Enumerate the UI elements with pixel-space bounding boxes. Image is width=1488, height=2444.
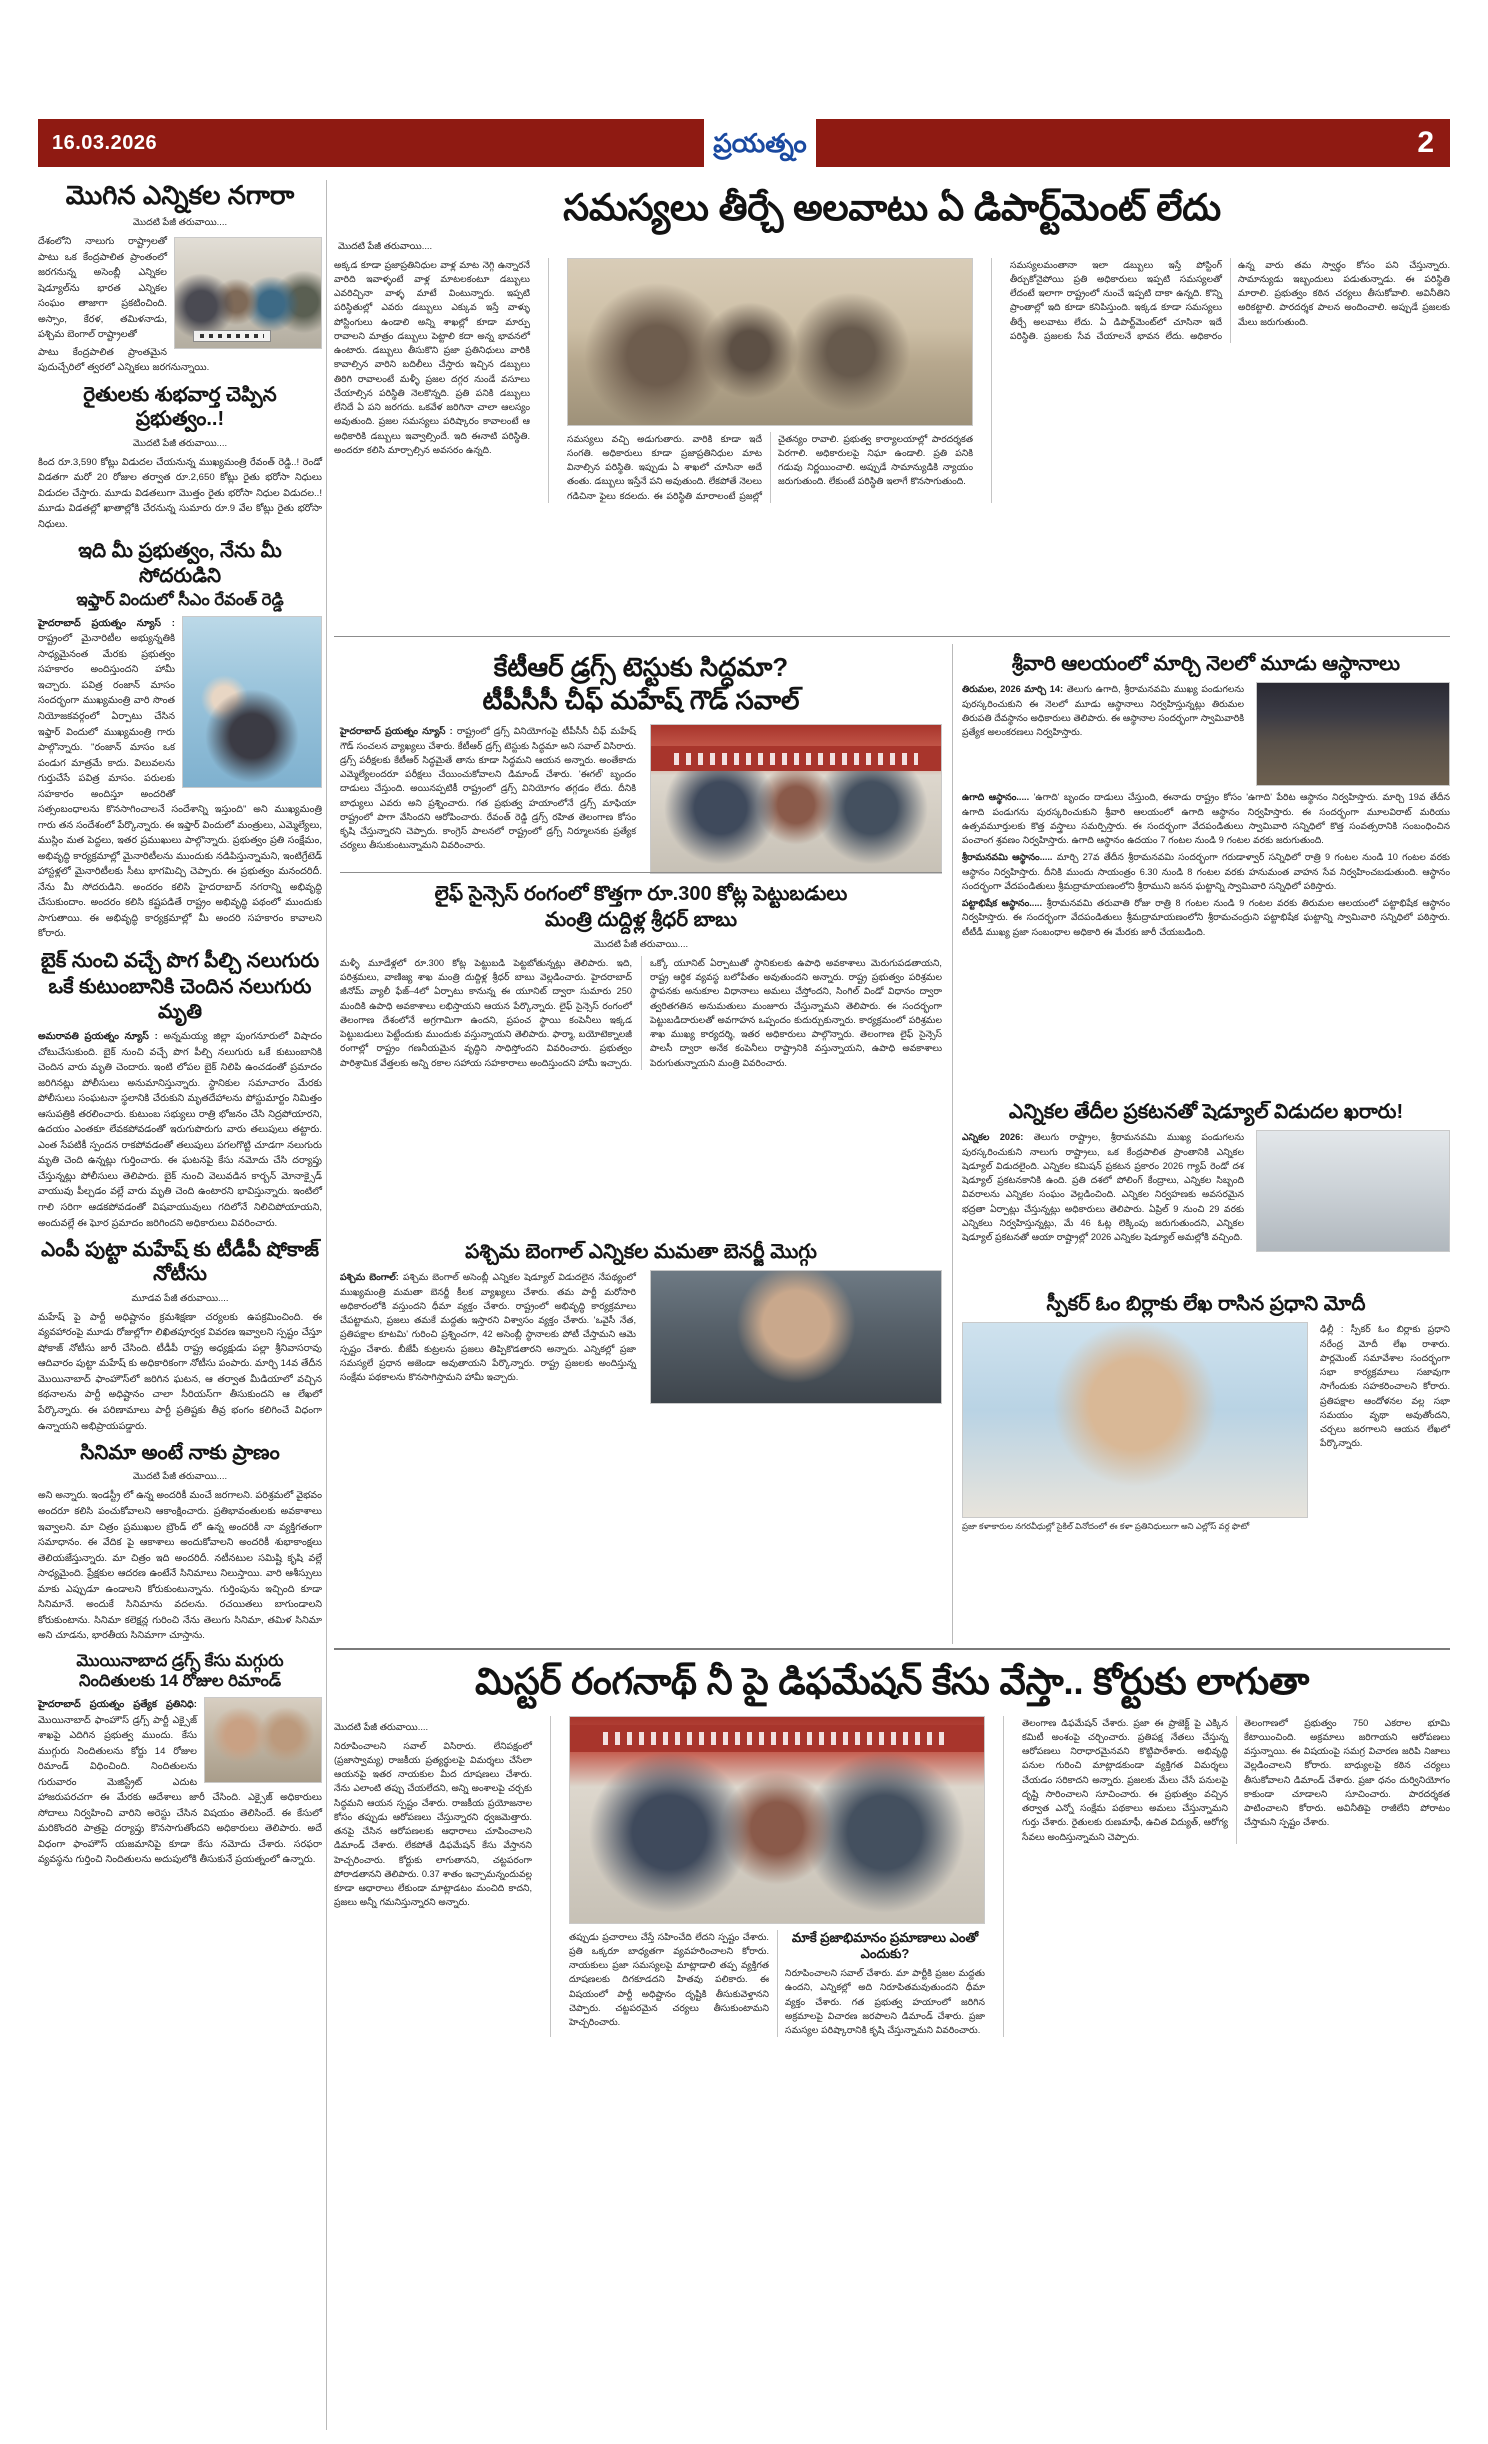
article-bike-smoke <box>38 949 322 1231</box>
lead-col-2 <box>567 258 973 503</box>
headline-cinema-life: సినిమా అంటే నాకు ప్రాణం <box>80 1442 280 1465</box>
ktr-text-col <box>340 724 636 874</box>
body-election-nagara-2: పాటు కేంద్రపాలిత ప్రాంతమైన పుదుచ్చేరిలో త్వరలో ఎన్నికలు జరగనున్నాయి. <box>38 346 210 374</box>
body-tirumala-pattabhi <box>962 896 1450 939</box>
dateline-bengal-mamata: పశ్చిమ బెంగాల్: <box>340 1272 399 1283</box>
dateline-cm-iftar: హైదరాబాద్ ప్రయత్నం న్యూస్ : <box>38 617 175 629</box>
body-text-ktr-drugs: రాష్ట్రంలో డ్రగ్స్ వినియోగంపై టీపీసీసీ చీఫ్ మహేష్ గౌడ్ సంచలన వ్యాఖ్యలు చేశారు. కేటీఆర్ డ్రగ్స్ టెస్టుకు సిద్ధమా అని సవాల్ విసిరారు. డ్రగ్స్ పరీక్షలకు కేటీఆర్ సిద్ధమైతే తాను కూడా సిద్ధమని ఆయన అన్నారు. అంతేకాదు ఎమ్మెల్యేలందరూ పరీక్షలు చేయించుకోవాలని డిమాండ్ చేశారు. 'ఈగల్' బృందం దాడులు చేస్తుంది. అయినప్పటికీ రాష్ట్రంలో డ్రగ్స్ వినియోగం తగ్గడం లేదు. దీనికి బాధ్యులు ఎవరు అని ప్రశ్నించారు. గత ప్రభుత్వ హయాంలోనే డ్రగ్స్ మాఫియా రాష్ట్రంలో పాగా వేసిందని ఆరోపించారు. రేవంత్ రెడ్డి డ్రగ్స్ రహిత తెలంగాణ కోసం కృషి చేస్తున్నారని చెప్పారు. కాంగ్రెస్ పాలనలో రాష్ట్రంలో డ్రగ్స్ నిర్మూలనకు ప్రత్యేక చర్యలు తీసుకుంటున్నామని వివరించారు. <box>340 726 636 851</box>
body-text-bike-smoke: అన్నమయ్య జిల్లా పుంగనూరులో విషాదం చోటుచేసుకుంది. బైక్ నుంచి వచ్చే పొగ పీల్చి నలుగురు ఒకే కుటుంబానికి చెందిన వారు మృతి చెందారు. ఇంటి లోపల బైక్ నిలిపి ఉంచడంతో ప్రమాదం జరిగినట్లు పోలీసులు అనుమానిస్తున్నారు. స్థానికుల సమాచారం మేరకు పోలీసులు సంఘటనా స్థలానికి చేరుకుని మృతదేహాలను పోస్టుమార్టం నిమిత్తం ఆసుపత్రికి తరలించారు. కుటుంబ సభ్యులు రాత్రి భోజనం చేసి నిద్రపోయారని, ఉదయం ఎంతకూ లేవకపోవడంతో ఇరుగుపొరుగు వారు తలుపులు తట్టారు. ఎంత సేపటికీ స్పందన రాకపోవడంతో తలుపులు పగలగొట్టి చూడగా నలుగురు మృతి చెంది ఉన్నట్లు గుర్తించారు. ఈ ఘటనపై కేసు నమోదు చేసి దర్యాప్తు చేస్తున్నట్లు పోలీసులు తెలిపారు. బైక్ నుంచి వెలువడిన కార్బన్ మోనాక్సైడ్ వాయువు పీల్చడం వల్లే వారు మృతి చెంది ఉంటారని భావిస్తున్నారు. ఇంటిలో గాలి సరిగా ఆడకపోవడంతో విషవాయువులు గదిలోనే నిలిచిపోయాయని, అందువల్లే ఈ ఘోర ప్రమాదం జరిగిందని అధికారులు వివరించారు. <box>38 1031 323 1229</box>
headline-modi-letter: స్పీకర్ ఓం బిర్లాకు లేఖ రాసిన ప్రధాని మోదీ <box>1046 1293 1366 1315</box>
body-text-election-schedule: తెలుగు రాష్ట్రాల, శ్రీరామనవమి ముఖ్య పండుగలను పురస్కరించుకుని నాలుగు రాష్ట్రాలు, ఒక కేంద్రపాలిత ప్రాంతానికి ఎన్నికల షెడ్యూల్ విడుదలైంది. ఎన్నికల కమిషన్ ప్రకటన ప్రకారం 2026 గ్యాప్ రెండో దశ షెడ్యూల్ ప్రకటనకానికి ఉంది. ప్రతి దశలో పోలింగ్ కేంద్రాలు, ఎన్నికల సిబ్బంది వివరాలను ఎన్నికల సంఘం వెల్లడించింది. ఎన్నికల నిర్వహణకు అవసరమైన భద్రతా ఏర్పాట్లు చేస్తున్నట్లు అధికారులు తెలిపారు. ఏప్రిల్ 9 నుంచి 29 వరకు ఎన్నికలు నిర్వహిస్తున్నట్లు, మే 46 ఓట్ల లెక్కింపు జరుగుతుందని, ఎన్నికల షెడ్యూల్ ప్రకటనతో ఆయా రాష్ట్రాల్లో 2026 ఎన్నికల షెడ్యూల్ అమల్లోకి వచ్చింది. <box>962 1132 1245 1243</box>
article-election-nagara <box>38 180 322 376</box>
headline-bottom-story: మిస్టర్ రంగనాథ్ నీ పై డిఫమేషన్ కేసు వేస్తా.. కోర్టుకు లాగుతా <box>474 1661 1310 1702</box>
continuation-note-1: మొదటి పేజీ తరువాయి.... <box>132 216 228 228</box>
left-column <box>38 180 322 1875</box>
body-tirumala-rama <box>962 850 1450 893</box>
body-bottom-col2: తప్పుడు ప్రచారాలు చేస్తే సహించేది లేదని స్పష్టం చేశారు. ప్రతి ఒక్కరూ బాధ్యతగా వ్యవహరించాలని కోరారు. నాయకులు ప్రజా సమస్యలపై మాట్లాడాలి తప్ప వ్యక్తిగత దూషణలకు దిగకూడదని హితవు పలికారు. ఈ విషయంలో పార్టీ అధిష్టానం దృష్టికి తీసుకువెళ్తానని చెప్పారు. చట్టపరమైన చర్యలు తీసుకుంటామని హెచ్చరించారు. <box>569 1931 769 2028</box>
body-farmers-news: కింద రూ.3,590 కోట్లు విడుదల చేయనున్న ముఖ్యమంత్రి రేవంత్ రెడ్డి..! రెండో విడతగా మరో 20 రోజుల తర్వాత రూ.2,650 కోట్లు రైతు భరోసా నిధులు విడుదల చేస్తారు. మూడు విడతలుగా మొత్తం రైతు భరోసా నిధుల విడుదల..! మూడు విడతల్లో ఖాతాల్లోకి చేరనున్న సుమారు రూ.9 వేల కోట్లు రైతు భరోసా నిధులు. <box>38 456 322 530</box>
tirumala-photo-col <box>1256 682 1450 786</box>
ktr-photo-col <box>650 724 942 874</box>
lead-story-section <box>334 186 1450 616</box>
dateline-election-schedule: ఎన్నికల 2026: <box>962 1132 1024 1143</box>
dateline-ktr-drugs: హైదరాబాద్ ప్రయత్నం న్యూస్ : <box>340 726 453 737</box>
body-election-schedule <box>962 1130 1244 1244</box>
body-bottom-col3: తెలంగాణ డిఫమేషన్ చేశారు. ప్రజా ఈ ప్రాజెక్ట్ పై ఎక్కిన కమిటీ అంశంపై చర్చించారు. ప్రతిపక్ష నేతలు చేస్తున్న ఆరోపణలు నిరాధారమైనవని కొట్టిపారేశారు. అభివృద్ధి పనుల గురించి మాట్లాడకుండా వ్యక్తిగత విమర్శలు చేయడం సరికాదని అన్నారు. ప్రజలకు మేలు చేసే పనులపై దృష్టి సారించాలని సూచించారు. ఈ ప్రభుత్వం వచ్చిన తర్వాత ఎన్నో సంక్షేమ పథకాలు అమలు చేస్తున్నామని గుర్తు చేశారు. రైతులకు రుణమాఫీ, ఉచిత విద్యుత్, ఆరోగ్య సేవలు అందిస్తున్నామని చెప్పారు. <box>1022 1717 1228 1842</box>
modi-text-col <box>1320 1322 1450 1518</box>
article-ktr-drugs <box>340 652 942 874</box>
article-cinema-life <box>38 1441 322 1644</box>
body-text-rama: మార్చి 27వ తేదీన శ్రీరామనవమి సందర్భంగా గరుడాళ్వార్ సన్నిధిలో రాత్రి 9 గంటల నుండి 10 గంటల వరకు ఆస్థానం నిర్వహిస్తారు. దీనికి ముందు సాయంత్రం 6.30 నుండి 8 గంటల వరకు హనుమంత వాహన సేవ నిర్వహించబడుతుంది. ఆస్థానం సందర్భంగా వేదపండితులు శ్రీమద్రామాయణంలోని శ్రీరాముని జనన ఘట్టాన్ని స్వామివారి సన్నిధిలో పఠిస్తారు. <box>962 852 1450 891</box>
lead-col-3 <box>1010 258 1450 503</box>
body-bengal-mamata <box>340 1270 636 1384</box>
headline-bengal-mamata: పశ్చిమ బెంగాల్ ఎన్నికల మమతా బెనర్జీ మొగ్గు <box>465 1241 817 1263</box>
rule-above-bottom-story <box>334 1648 1450 1650</box>
article-cm-iftar <box>38 539 322 942</box>
body-tirumala-ugadi <box>962 790 1450 847</box>
article-farmers-news <box>38 383 322 532</box>
continuation-note-4: మొదటి పేజీ తరువాయి.... <box>132 1470 228 1482</box>
body-tirumala-intro <box>962 682 1244 739</box>
headline-farmers-news: రైతులకు శుభవార్త చెప్పిన ప్రభుత్వం..! <box>83 383 277 431</box>
bottom-divider-2 <box>1003 1716 1004 2038</box>
publication-date: 16.03.2026 <box>52 131 158 154</box>
photo-evm-machine <box>1256 1130 1450 1252</box>
body-modi-letter: ఢిల్లీ : స్పీకర్ ఓం బిర్లాకు ప్రధాని నరేంద్ర మోదీ లేఖ రాశారు. పార్లమెంట్ సమావేశాల సందర్భంగా సభా కార్యక్రమాలు సజావుగా సాగేందుకు సహకరించాలని కోరారు. ప్రతిపక్షాల ఆందోళనల వల్ల సభా సమయం వృథా అవుతోందని, చర్చలు జరగాలని ఆయన లేఖలో పేర్కొన్నారు. <box>1320 1324 1450 1449</box>
body-text-pattabhi: శ్రీరామనవమి తరువాతి రోజు రాత్రి 8 గంటల నుండి 9 గంటల వరకు తిరుమల ఆలయంలో పట్టాభిషేక ఆస్థానం నిర్వహిస్తారు. ఈ సందర్భంగా వేదపండితులు శ్రీమద్రామాయణంలోని శ్రీరామచంద్రుని పట్టాభిషేక ఘట్టాన్ని స్వామివారి సన్నిధిలో పఠిస్తారు. టీటీడీ ముఖ్య ప్రజా సంబంధాల అధికారి ఈ మేరకు జారీ చేయబడింది. <box>962 898 1450 937</box>
bottom-col-1 <box>334 1716 532 2038</box>
dateline-drugs-remand: హైదరాబాద్ ప్రయత్నం ప్రత్యేక ప్రతినిధి: <box>38 1699 197 1711</box>
body-tdp-showcause: మహేష్ పై పార్టీ అధిష్టానం క్రమశిక్షణా చర్యలకు ఉపక్రమించింది. ఈ వ్యవహారంపై మూడు రోజుల్లోగా లిఖితపూర్వక వివరణ ఇవ్వాలని స్పష్టం చేస్తూ షోకాజ్ నోటీసు జారీ చేసింది. టీడీపీ రాష్ట్ర అధ్యక్షుడు పల్లా శ్రీనివాసరావు ఆదివారం పుట్టా మహేష్ కు అధికారికంగా నోటీసు పంపారు. మార్చి 14వ తేదీన మొయినాబాద్ ఫాంహౌస్‌లో జరిగిన ఘటన, ఆ తర్వాత మీడియాలో వచ్చిన కథనాలను పార్టీ అధిష్టానం చాలా సీరియస్‌గా తీసుకుందని ఆ లేఖలో పేర్కొన్నారు. ఈ పరిణామాలు పార్టీ ప్రతిష్టకు తీవ్ర భంగం కలిగించే విధంగా ఉన్నాయని అభిప్రాయపడ్డారు. <box>38 1311 322 1432</box>
body-text-bengal-mamata: పశ్చిమ బెంగాల్ అసెంబ్లీ ఎన్నికల షెడ్యూల్ విడుదలైన నేపథ్యంలో ముఖ్యమంత్రి మమతా బెనర్జీ కీలక వ్యాఖ్యలు చేశారు. తమ పార్టీ మరోసారి అధికారంలోకి వస్తుందని ధీమా వ్యక్తం చేశారు. రాష్ట్రంలో అభివృద్ధి కార్యక్రమాలు చేపట్టామని, ప్రజలు తమకే మద్దతు ఇస్తారని విశ్వాసం వ్యక్తం చేశారు. 'ఒవైసీ నేత, ప్రతిపక్షాల కూటమి' గురించి ప్రశ్నించగా, 42 అసెంబ్లీ స్థానాలకు పోటీ చేస్తామని ఆమె స్పష్టం చేశారు. బీజేపీ కుట్రలను ప్రజలు తిప్పికొడతారని అన్నారు. ఎన్నికల్లో ప్రజా సమస్యలే ప్రధాన అజెండా అవుతాయని పేర్కొన్నారు. రాష్ట్ర ప్రజలకు అందిస్తున్న సంక్షేమ పథకాలను కొనసాగిస్తామని హామీ ఇచ్చారు. <box>340 1272 636 1383</box>
mamata-text-col <box>340 1270 636 1404</box>
schedule-photo-col <box>1256 1130 1450 1252</box>
headline-election-schedule: ఎన్నికల తేదీల ప్రకటనతో షెడ్యూల్ విడుదల ఖరారు! <box>1008 1101 1404 1123</box>
lead-col-1 <box>334 258 530 503</box>
headline-drugs-remand: మొయినాబాద డ్రగ్స్ కేసు మగ్గురు నిందితులకు 14 రోజుల రిమాండ్ <box>76 1651 284 1691</box>
continuation-note-bottom: మొదటి పేజీ తరువాయి.... <box>334 1720 429 1732</box>
tirumala-text-col <box>962 682 1244 786</box>
label-ramanavami-asthanam: శ్రీరామనవమి ఆస్థానం..... <box>962 852 1053 863</box>
body-text-drugs-remand: మొయినాబాద్ ఫాంహౌస్ డ్రగ్స్ పార్టీ ఎక్సైజ్ శాఖపై ఎదిగిన ప్రభుత్వ ముందు. కేసు ముగ్గురు నిందితులను కోర్టు 14 రోజుల రిమాండ్ విధించింది. నిందితులను గురువారం మెజిస్ట్రేట్ ఎదుట హాజరుపరచగా ఈ మేరకు ఆదేశాలు జారీ చేసింది. ఎక్సైజ్ అధికారులు సోదాలు నిర్వహించి వారిని అరెస్టు చేసిన విషయం తెలిసిందే. ఈ కేసులో మరికొందరి పాత్రపై దర్యాప్తు కొనసాగుతోందని అధికారులు తెలిపారు. అదే విధంగా ఫాంహౌస్ యజమానిపై కూడా కేసు నమోదు చేశారు. సరఫరా వ్యవస్థను గుర్తించి నిందితులను అదుపులోకి తీసుకునే ప్రయత్నంలో ఉన్నారు. <box>38 1714 322 1866</box>
dateline-tirumala: తిరుమల, 2026 మార్చి 14: <box>962 684 1063 695</box>
body-bottom-col3b: తెలంగాణలో ప్రభుత్వం 750 ఎకరాల భూమి కేటాయించింది. అక్రమాలు జరిగాయని ఆరోపణలు వస్తున్నాయి. ఈ విషయంపై సమగ్ర విచారణ జరిపి నిజాలు వెల్లడించాలని కోరారు. బాధ్యులపై కఠిన చర్యలు తీసుకోవాలని డిమాండ్ చేశారు. ప్రజా ధనం దుర్వినియోగం కాకుండా చూడాలని సూచించారు. పారదర్శకత పాటించాలని కోరారు. అవినీతిపై రాజీలేని పోరాటం చేస్తామని స్పష్టం చేశారు. <box>1244 1717 1450 1828</box>
body-lead-col3: సమస్యలమంతానా ఇలా డబ్బులు ఇస్తే పోస్టింగ్ తీర్చుకోనైపోయి ప్రతి అధికారులు ఇప్పటి సమస్యలతో లేదంటే ఇలాగా రాష్ట్రంలో నుంచే ఇప్పటి దాకా ఉన్నది. కొన్ని ప్రాంతాల్లో ఇది కూడా కనిపిస్తుంది. ఇక్కడ కూడా సమస్యలు తీర్చే అలవాటు లేదు. ఏ డిపార్ట్‌మెంట్‌లో చూసినా ఇదే పరిస్థితి. ప్రజలకు సేవ చేయాలనే భావన లేదు. అధికారం ఉన్న వారు తమ స్వార్థం కోసం పని చేస్తున్నారు. సామాన్యుడు ఇబ్బందులు పడుతున్నాడు. ఈ పరిస్థితి మారాలి. ప్రభుత్వం కఠిన చర్యలు తీసుకోవాలి. అవినీతిని అరికట్టాలి. పారదర్శక పాలన అందించాలి. అప్పుడే ప్రజలకు మేలు జరుగుతుంది. <box>1010 259 1450 341</box>
modi-photo-col <box>962 1322 1308 1518</box>
subhead-life-sciences: మంత్రి దుద్దిళ్ల శ్రీధర్ బాబు <box>544 909 737 932</box>
continuation-note-2: మొదటి పేజీ తరువాయి.... <box>132 436 228 448</box>
bottom-col-3 <box>1022 1716 1450 2038</box>
subhead-bottom-col2: మాకే ప్రజాభిమానం ప్రమాణాలు ఎంతో ఎందుకు? <box>791 1929 979 1961</box>
article-modi-letter <box>962 1292 1450 1533</box>
body-bottom-col1: నిరూపించాలని సవాల్ విసిరారు. లేనిపక్షంలో (ప్రజాస్వామ్య) రాజకీయ ప్రత్యర్థులపై విమర్శలు చేసేలా ఆయనపై ఇతర నాయకుల మీద దూషణలు చేశారు. నేను ఎలాంటి తప్పు చేయలేదని, అన్ని అంశాలపై చర్చకు సిద్ధమని ఆయన స్పష్టం చేశారు. రాజకీయ ప్రయోజనాల కోసం తప్పుడు ఆరోపణలు చేస్తున్నారని ధ్వజమెత్తారు. తనపై చేసిన ఆరోపణలకు ఆధారాలు చూపించాలని డిమాండ్ చేశారు. లేకపోతే డిఫమేషన్ కేసు వేస్తానని హెచ్చరించారు. కోర్టుకు లాగుతానని, చట్టపరంగా పోరాడతానని తెలిపారు. 0.37 శాతం ఇచ్చామన్నందువల్ల కూడా ఆధారాలు లేకుండా మాట్లాడటం మంచిది కాదని, ప్రజలు అన్నీ గమనిస్తున్నారని అన్నారు. <box>334 1740 532 1908</box>
photo-mamata-banerjee <box>650 1270 942 1404</box>
body-ktr-drugs <box>340 724 636 852</box>
body-bottom-col2b: నిరూపించాలని సవాల్ చేశారు. మా పార్టీకి ప్రజల మద్దతు ఉందని, ఎన్నికల్లో అది నిరూపితమవుతుందని ధీమా వ్యక్తం చేశారు. గత ప్రభుత్వ హయాంలో జరిగిన అక్రమాలపై విచారణ జరపాలని డిమాండ్ చేశారు. ప్రజా సమస్యల పరిష్కారానికి కృషి చేస్తున్నామని వివరించారు. <box>785 1968 985 2036</box>
article-drugs-remand <box>38 1651 322 1868</box>
headline-bike-smoke: బైక్ నుంచి వచ్చే పొగ పీల్చి నలుగురు <box>40 949 320 972</box>
headline-ktr-drugs-2: టీపీసీసీ చీఫ్ మహేష్ గౌడ్ సవాల్ <box>482 685 800 716</box>
photo-election-commission <box>174 237 322 349</box>
lead-divider-1 <box>548 258 549 503</box>
photo-drugs-raid <box>204 1697 322 1783</box>
article-tirumala-temple <box>962 652 1450 939</box>
dateline-bike-smoke: అమరావతి ప్రయత్నం న్యూస్ : <box>38 1031 158 1043</box>
body-text-tirumala: తెలుగు ఉగాది, శ్రీరామనవమి ముఖ్య పండుగలను పురస్కరించుకుని ఈ నెలలో మూడు ఆస్థానాలు నిర్వహిస్తున్నట్లు తిరుమల తిరుపతి దేవస్థానం అధికారులు తెలిపారు. ఈ ఆస్థానాల సందర్భంగా స్వామివారికి ప్రత్యేక అలంకరణలు నిర్వహిస్తారు. <box>962 684 1244 738</box>
bottom-col-2 <box>569 1716 985 2038</box>
headline-cm-iftar: ఇది మీ ప్రభుత్వం, నేను మీ సోదరుడిని <box>78 540 282 587</box>
photo-officials-meeting <box>567 258 973 426</box>
headline-tdp-showcause: ఎంపీ పుట్టా మహేష్ కు టీడీపీ షోకాజ్ నోటీసు <box>41 1239 319 1286</box>
article-election-schedule <box>962 1100 1450 1252</box>
label-pattabhisheka-asthanam: పట్టాభిషేక ఆస్థానం..... <box>962 898 1043 909</box>
article-tdp-showcause <box>38 1238 322 1434</box>
photo-cm-revanth-iftar <box>182 616 322 788</box>
body-life-sciences: మళ్ళీ మూడేళ్లలో రూ.300 కోట్ల పెట్టుబడి పెట్టబోతున్నట్లు తెలిపారు. ఇది, పరిశ్రమలు, వాణిజ్య శాఖ మంత్రి దుద్దిళ్ల శ్రీధర్ బాబు వెల్లడించారు. హైదరాబాద్ జీనోమ్ వ్యాలీ ఫేజ్–4లో ఏర్పాటు కానున్న ఈ యూనిట్ ద్వారా సుమారు 250 మందికి ఉపాధి అవకాశాలు లభిస్తాయని ఆయన పేర్కొన్నారు. లైఫ్ సైన్సెస్ రంగంలో తెలంగాణ దేశంలోనే అగ్రగామిగా ఉందని, ప్రపంచ స్థాయి కంపెనీలు ఇక్కడ పెట్టుబడులు పెట్టేందుకు ముందుకు వస్తున్నాయని తెలిపారు. ఫార్మా, బయోటెక్నాలజీ రంగాల్లో రాష్ట్రం గణనీయమైన వృద్ధిని సాధిస్తోందని వివరించారు. ప్రభుత్వం పారిశ్రామిక వేత్తలకు అన్ని రకాల సహాయ సహకారాలు అందిస్తుందని హామీ ఇచ్చారు. ఒక్కో యూనిట్ ఏర్పాటుతో స్థానికులకు ఉపాధి అవకాశాలు మెరుగుపడతాయని, రాష్ట్ర ఆర్థిక వ్యవస్థ బలోపేతం అవుతుందని అన్నారు. రాష్ట్ర ప్రభుత్వం పరిశ్రమల స్థాపనకు అనుకూల విధానాలు అమలు చేస్తోందని, సింగిల్ విండో విధానం ద్వారా త్వరితగతిన అనుమతులు మంజూరు చేస్తున్నామని తెలిపారు. ఈ సందర్భంగా పెట్టుబడిదారులతో అవగాహన ఒప్పందం కుదుర్చుకున్నారు. కార్యక్రమంలో పరిశ్రమల శాఖ ముఖ్య కార్యదర్శి, ఇతర అధికారులు పాల్గొన్నారు. తెలంగాణ లైఫ్ సైన్సెస్ పాలసీ ద్వారా అనేక కంపెనీలు రాష్ట్రానికి వస్తున్నాయని, ఉపాధి అవకాశాలు పెరుగుతున్నాయని మంత్రి వివరించారు. <box>340 957 942 1068</box>
label-ugadi-asthanam: ఉగాది ఆస్థానం..... <box>962 792 1030 803</box>
article-life-sciences <box>340 882 942 1070</box>
photo-mahesh-goud-press <box>650 724 942 874</box>
body-lead-col2: సమస్యలు వచ్చి అడుగుతారు. వారికి కూడా ఇదే సంగతి. అధికారులు కూడా ప్రజాప్రతినిధుల మాట వినాల్సిన పరిస్థితి. ఇప్పుడు ఏ శాఖలో చూసినా అదే తంతు. డబ్బులు ఇస్తేనే పని అవుతుంది. లేకపోతే నెలలు గడిచినా ఫైలు కదలదు. ఈ పరిస్థితి మారాలంటే ప్రజల్లో చైతన్యం రావాలి. ప్రభుత్వ కార్యాలయాల్లో పారదర్శకత పెరగాలి. అధికారులపై నిఘా ఉండాలి. ప్రతి పనికి గడువు నిర్ణయించాలి. అప్పుడే సామాన్యుడికి న్యాయం జరుగుతుంది. లేకుంటే పరిస్థితి ఇలాగే కొనసాగుతుంది. <box>567 433 973 501</box>
lead-divider-2 <box>991 258 992 503</box>
body-text-cm-iftar: రాష్ట్రంలో మైనారిటీల అభ్యున్నతికి సాధ్యమైనంత మేరకు ప్రభుత్వం సహకారం అందిస్తుందని హామీ ఇచ్చారు. పవిత్ర రంజాన్ మాసం సందర్భంగా ముఖ్యమంత్రి వారి సొంత నియోజకవర్గంలో ఏర్పాటు చేసిన ఇఫ్తార్ విందులో ముఖ్యమంత్రి గారు పాల్గొన్నారు. "రంజాన్ మాసం ఒక పండుగ మాత్రమే కాదు. విలువలను గుర్తుచేసే పవిత్ర మాసం. పరులకు సహకారం అందిస్తూ అందరితో సత్సంబంధాలను కొనసాగించాలనే సందేశాన్ని ఇస్తుంది" అని ముఖ్యమంత్రి గారు తన సందేశంలో పేర్కొన్నారు. ఈ ఇఫ్తార్ విందులో మంత్రులు, ఎమ్మెల్యేలు, ముస్లిం మత పెద్దలు, ఇతర ప్రముఖులు పాల్గొన్నారు. ప్రభుత్వం ప్రతి సంక్షేమం, అభివృద్ధి కార్యక్రమాల్లో మైనారిటీలను ముందుకు నడిపిస్తున్నామని, ఇంటిగ్రేటెడ్ హాస్టళ్లలో మైనారిటీలకు సీటు భాగమిచ్చి చెప్పారు. ఈ ప్రభుత్వం మనందరిదీ. నేను మీ సోదరుడిని. అందరం కలిసి హైదరాబాద్ నగరాన్ని అభివృద్ధి చేసుకుందాం. అందరం కలిసి కష్టపడితే రాష్ట్రం అభివృద్ధి పథంలో ముందుకు సాగుతాయి. ఈ అభివృద్ధి కార్యక్రమాల్లో మీ అందరి సహకారం కావాలని కోరారు. <box>38 633 322 940</box>
rule-under-lead <box>334 636 1450 637</box>
photo-tirumala-temple <box>1256 682 1450 786</box>
headline-ktr-drugs-1: కేటీఆర్ డ్రగ్స్ టెస్టుకు సిద్ధమా? <box>493 652 789 682</box>
mamata-photo-col <box>650 1270 942 1404</box>
continuation-note-lifesci: మొదటి పేజీ తరువాయి.... <box>593 937 689 949</box>
bottom-story-section <box>334 1660 1450 2037</box>
rule-under-ktr <box>340 872 942 873</box>
body-lead-col1: అక్కడ కూడా ప్రజాప్రతినిధుల వాళ్ల మాట నెగ్గి ఉన్నారనే వారిది ఇవాళ్ళంటే వాళ్ల మాటలకంటూ డబ్బులు ఎవరిచ్చినా వాళ్ళ మాటే వింటున్నారు. ఇప్పటి పరిస్థితుల్లో ఎవరు డబ్బులు ఎక్కువ ఇస్తే వాళ్ళు పోస్టింగులు ఉండాలి అన్ని శాఖల్లో కూడా మార్పు రావాలని మాత్రం డబ్బులు పెట్టాలి కదా అన్న భావనలో ఉంటారు. డబ్బులు తీసుకొని ప్రజా ప్రతినిధులు వారికి కావాల్సిన వారిని బదిలీలు చేస్తారు ఇచ్చిన డబ్బులు తిరిగి రావాలంటే మళ్ళీ ప్రజల దగ్గర నుండే వసూలు చేయాల్సిన పరిస్థితి నెలకొన్నది. ప్రతి పనికి డబ్బులు లేనిదే ఏ పని జరగదు. ఒకవేళ జరిగినా చాలా ఆలస్యం అవుతుంది. ప్రజల సమస్యలు పరిష్కారం కావాలంటే ఆ అధికారికి డబ్బులు ఇవ్వాల్సిందే. ఇది ఈనాటి పరిస్థితి. అందరూ కలిసి మార్చాల్సిన అవసరం ఉన్నది. <box>334 259 530 455</box>
caption-modi-photo: ప్రజా కళాకారుల నగరవీధుల్లో సైకిల్ వినోదంలో ఈ కళా ప్రతినిధులుగా అని ఎల్లోస్ వర్గ ఫొటో <box>962 1521 1250 1532</box>
body-cinema-life: అని అన్నారు. ఇండస్ట్రీ లో ఉన్న అందరికీ మంచే జరగాలని. పరిశ్రమలో వైభవం అందరూ కలిసి పంచుకోవాలని ఆకాంక్షించారు. ప్రతిభావంతులకు అవకాశాలు ఇవ్వాలని. మా చిత్రం ప్రముఖుల బ్రౌండ్ లో ఉన్న అందరికీ నా వ్యక్తిగతంగా సమాధానం. ఈ వేదిక పై ఆకాశాలు అందుకోవాలని అందరికీ శుభాకాంక్షలు తెలియజేస్తున్నారు. మా చిత్రం ఇది అందరిదీ. నటీనటుల సమిష్టి కృషి వల్లే సాధ్యమైంది. ప్రేక్షకుల ఆదరణ ఉంటేనే సినిమాలు నిలుస్తాయి. వారి ఆశీస్సులు మాకు ఎప్పుడూ ఉండాలని కోరుకుంటున్నాను. గుర్తింపును ఇచ్చింది కూడా సినిమానే. అందుకే సినిమాను వదలను. రచయితలు బాగుండాలని కోరుకుంటాను. సినిమా కలెక్షన్ల గురించి నేను తెలుగు సినిమా, తమిళ సినిమా అని చూడను, భారతీయ సినిమాగా చూస్తాను. <box>38 1490 322 1642</box>
subhead-bike-smoke: ఒకే కుటుంబానికి చెందిన నలుగురు మృతి <box>48 976 312 1023</box>
page-number: 2 <box>1417 126 1434 159</box>
headline-election-nagara: మొగిన ఎన్నికల నగారా <box>65 180 295 210</box>
bottom-divider-1 <box>550 1716 551 2038</box>
photo-modi-om-birla <box>962 1322 1308 1518</box>
continuation-note-lead: మొదటి పేజీ తరువాయి.... <box>338 239 433 251</box>
body-text-ugadi: 'ఉగాది' బృందం దాడులు చేస్తుంది, ఈనాడు రాష్ట్రం కోసం 'ఉగాది' పేరిట ఆస్థానం నిర్వహిస్తారు. మార్చి 19వ తేదీన ఉగాది పండుగను పురస్కరించుకుని శ్రీవారి ఆలయంలో ఉగాది ఆస్థానం నిర్వహిస్తారు. ఈ సందర్భంగా మూలవిరాట్ మరియు ఉత్సవమూర్తులకు కొత్త వస్త్రాలు సమర్పిస్తారు. ఈ సందర్భంగా వేదపండితులు స్వామివారి సన్నిధిలో కొత్త సంవత్సరానికి సంబంధించిన పంచాంగ శ్రవణం నిర్వహిస్తారు. ఉగాది ఆస్థానం ఉదయం 7 గంటల నుండి 9 గంటల వరకు జరుగుతుంది. <box>962 792 1450 846</box>
column-divider-middle <box>952 644 953 1644</box>
photo-press-conference-women <box>569 1716 985 1924</box>
headline-tirumala-temple: శ్రీవారి ఆలయంలో మార్చి నెలలో మూడు ఆస్థానాలు <box>1011 653 1401 675</box>
headline-lead-story: సమస్యలు తీర్చే అలవాటు ఏ డిపార్ట్‌మెంట్ లేదు <box>563 187 1221 228</box>
newspaper-logo <box>704 110 816 176</box>
article-bengal-mamata <box>340 1240 942 1404</box>
continuation-note-3: మూడవ పేజీ తరువాయి.... <box>131 1291 229 1303</box>
newspaper-logo-text: ప్రయత్నం <box>713 128 807 158</box>
subhead-cm-iftar: ఇఫ్తార్ విందులో సీఎం రేవంత్ రెడ్డి <box>76 591 284 610</box>
body-bike-smoke <box>38 1029 322 1231</box>
body-election-nagara: దేశంలోని నాలుగు రాష్ట్రాలతో పాటు ఒక కేంద్రపాలిత ప్రాంతంలో జరగనున్న అసెంబ్లీ ఎన్నికల షెడ్యూల్‌ను భారత ఎన్నికల సంఘం తాజాగా ప్రకటించింది. అస్సాం, కేరళ, తమిళనాడు, పశ్చిమ బెంగాల్ రాష్ట్రాలతో <box>38 236 167 341</box>
masthead-band <box>38 119 1450 167</box>
column-divider-main <box>326 180 327 2430</box>
schedule-text-col <box>962 1130 1244 1252</box>
headline-life-sciences: లైఫ్ సైన్సెస్ రంగంలో కొత్తగా రూ.300 కోట్ల పెట్టుబడులు <box>434 883 848 905</box>
